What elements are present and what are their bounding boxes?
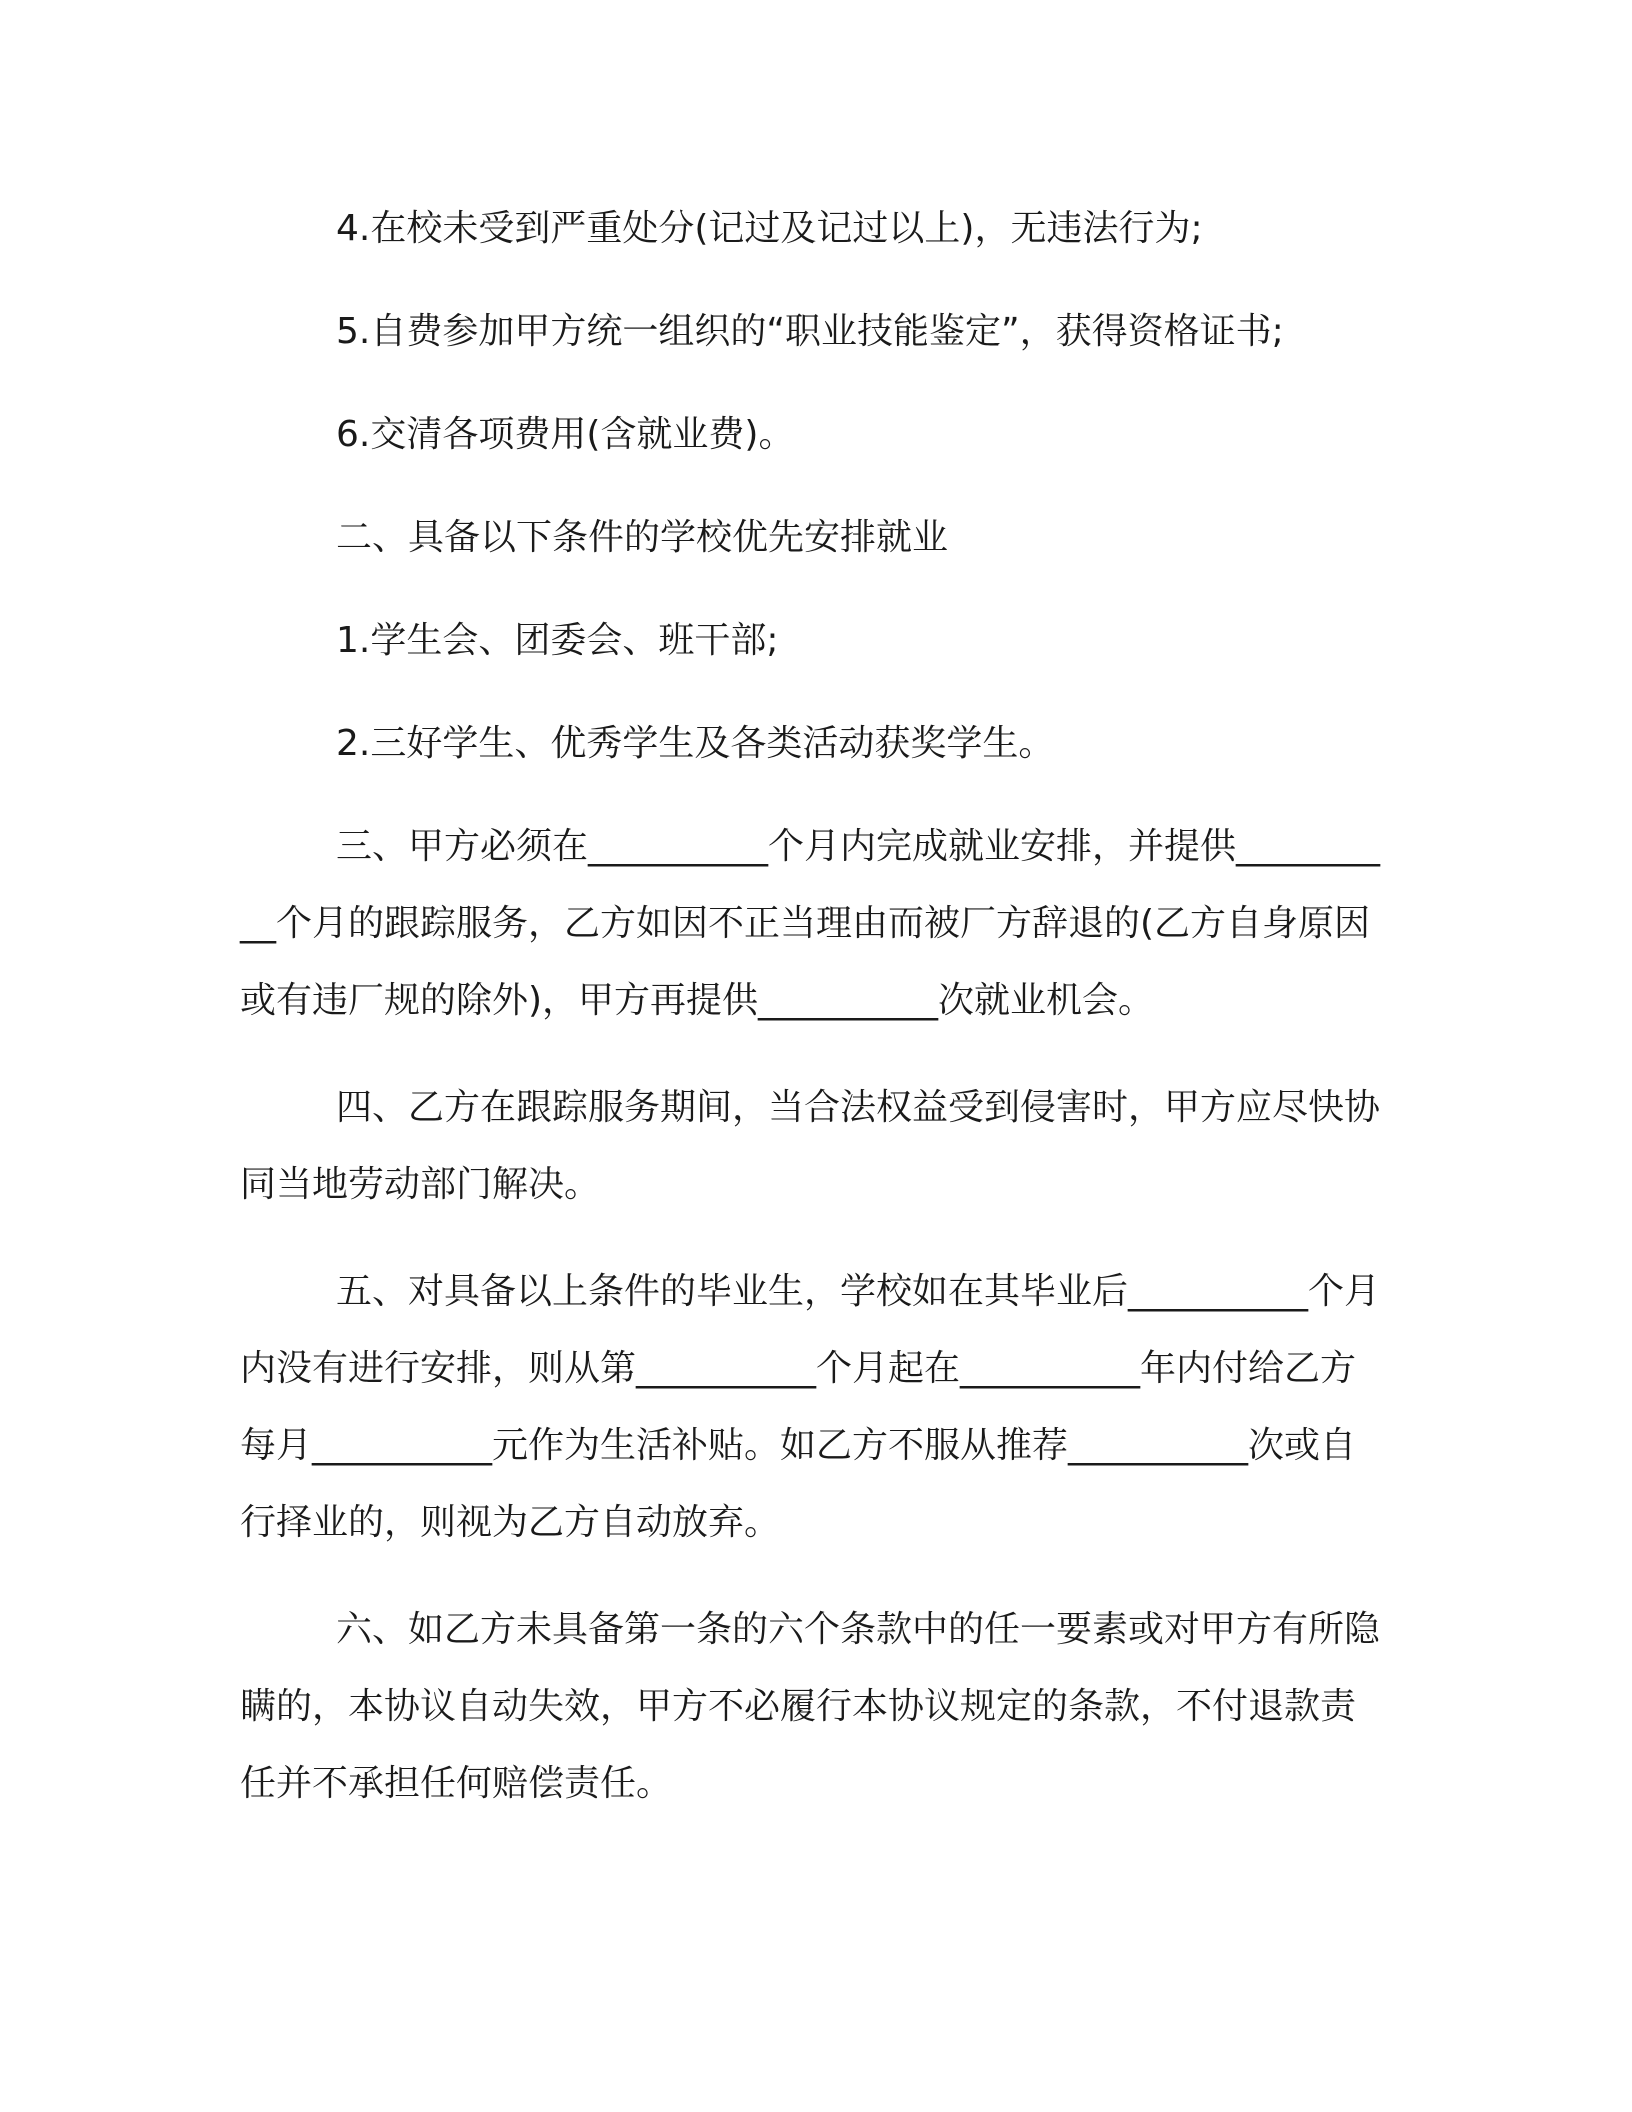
section-2-heading: 二、具备以下条件的学校优先安排就业 (336, 517, 949, 558)
clause-item-6: 6.交清各项费用(含就业费)。 (336, 414, 795, 455)
clause-item-5: 5.自费参加甲方统一组织的“职业技能鉴定”，获得资格证书; (336, 311, 1284, 352)
section-6-paragraph: 六、如乙方未具备第一条的六个条款中的任一要素或对甲方有所隐瞒的，本协议自动失效，甲方不必履行本协议规定的条款，不付退款责任并不承担任何赔偿责任。 (240, 1609, 1381, 1804)
priority-item-1: 1.学生会、团委会、班干部; (336, 620, 779, 661)
priority-item-2: 2.三好学生、优秀学生及各类活动获奖学生。 (336, 723, 1055, 764)
clause-item-4: 4.在校未受到严重处分(记过及记过以上)，无违法行为; (336, 208, 1203, 249)
section-4-paragraph: 四、乙方在跟踪服务期间，当合法权益受到侵害时，甲方应尽快协同当地劳动部门解决。 (240, 1087, 1381, 1205)
document-body (240, 190, 1380, 1822)
section-5-paragraph: 五、对具备以上条件的毕业生，学校如在其毕业后__________个月内没有进行安排，则从第__________个月起在__________年内付给乙方每月__________元作为生活补贴。如乙方不服从推荐__________次或自行择业的，则视为乙方自动放弃。 (240, 1271, 1381, 1543)
section-3-paragraph: 三、甲方必须在__________个月内完成就业安排，并提供__________个月的跟踪服务，乙方如因不正当理由而被厂方辞退的(乙方自身原因或有违厂规的除外)，甲方再提供__________次就业机会。 (240, 826, 1381, 1021)
